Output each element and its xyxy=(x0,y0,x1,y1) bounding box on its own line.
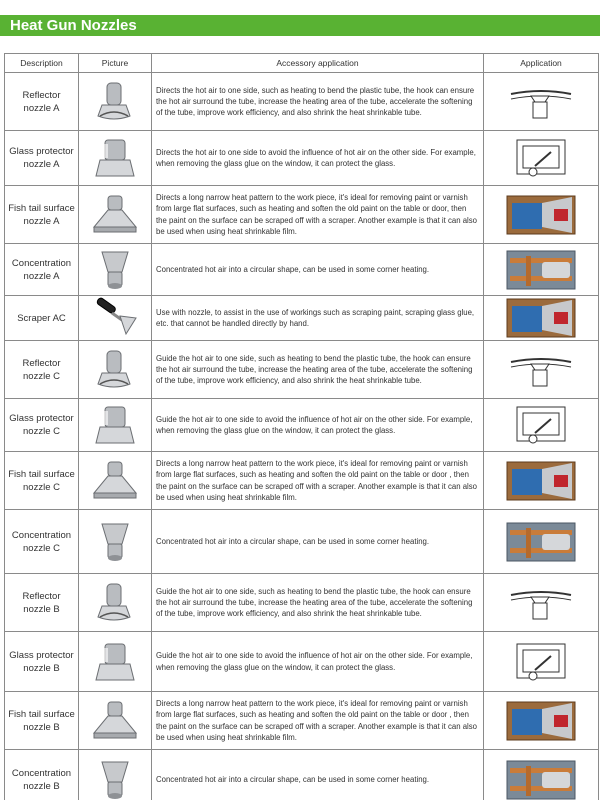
application-image xyxy=(484,73,599,131)
concentration-nozzle-icon xyxy=(79,520,151,564)
table-row xyxy=(5,73,599,131)
nozzle-table xyxy=(4,53,599,800)
table-row xyxy=(5,510,599,574)
application-image xyxy=(484,131,599,186)
nozzle-picture xyxy=(79,131,152,186)
application-image xyxy=(484,399,599,452)
table-header-row xyxy=(5,54,599,73)
nozzle-name: Fish tail surface nozzle C xyxy=(5,452,79,510)
application-image xyxy=(484,186,599,244)
accessory-application-text: Concentrated hot air into a circular shape, can be used in some corner heating. xyxy=(152,750,484,800)
concentration-nozzle-icon xyxy=(79,248,151,292)
application-image xyxy=(484,244,599,296)
scraper-icon xyxy=(79,296,151,340)
application-image xyxy=(484,632,599,692)
accessory-application-text: Directs a long narrow heat pattern to the work piece, it's ideal for removing paint or varnish from large flat surfaces, such as heating and soften the old paint on the table or door , then the paint on the surface can be scraped off with a scraper. Another example is that it can also be used when using heat shrinkable film. xyxy=(152,452,484,510)
reflector-nozzle-icon xyxy=(79,80,151,124)
reflector-nozzle-icon xyxy=(79,348,151,392)
accessory-application-text: Guide the hot air to one side to avoid the influence of hot air on the other side. For example, when removing the glass glue on the window, it can protect the glass. xyxy=(152,632,484,692)
paint-removal-photo-icon xyxy=(484,701,598,741)
pipe-heating-photo-icon xyxy=(484,522,598,562)
bending-tube-illustration-icon xyxy=(484,348,598,392)
application-image xyxy=(484,510,599,574)
nozzle-picture xyxy=(79,244,152,296)
pipe-heating-photo-icon xyxy=(484,250,598,290)
nozzle-name: Reflector nozzle B xyxy=(5,574,79,632)
pipe-heating-photo-icon xyxy=(484,760,598,800)
page-title: Heat Gun Nozzles xyxy=(0,15,600,36)
table-row xyxy=(5,341,599,399)
table-row xyxy=(5,131,599,186)
nozzle-picture xyxy=(79,296,152,341)
application-image xyxy=(484,341,599,399)
accessory-application-text: Concentrated hot air into a circular shape, can be used in some corner heating. xyxy=(152,510,484,574)
nozzle-name: Glass protector nozzle A xyxy=(5,131,79,186)
paint-removal-photo-icon xyxy=(484,461,598,501)
window-glass-illustration-icon xyxy=(484,640,598,684)
paint-removal-photo-icon xyxy=(484,298,598,338)
application-image xyxy=(484,692,599,750)
nozzle-name: Fish tail surface nozzle B xyxy=(5,692,79,750)
application-image xyxy=(484,452,599,510)
nozzle-picture xyxy=(79,574,152,632)
table-row xyxy=(5,452,599,510)
nozzle-name: Concentration nozzle B xyxy=(5,750,79,800)
accessory-application-text: Guide the hot air to one side, such as heating to bend the plastic tube, the hook can ensure the hot air surround the tube, increase the heating area of the tube, accelerate the softening of the tube, improve work efficiency, and also shrink the heat shrinkable tube. xyxy=(152,574,484,632)
concentration-nozzle-icon xyxy=(79,758,151,800)
glass-protector-nozzle-icon xyxy=(79,640,151,684)
nozzle-name: Fish tail surface nozzle A xyxy=(5,186,79,244)
nozzle-picture xyxy=(79,510,152,574)
table-row xyxy=(5,399,599,452)
nozzle-picture xyxy=(79,750,152,800)
accessory-application-text: Directs the hot air to one side to avoid the influence of hot air on the other side. For example, when removing the glass glue on the window, it can protect the glass. xyxy=(152,131,484,186)
application-image xyxy=(484,574,599,632)
nozzle-name: Scraper AC xyxy=(5,296,79,341)
window-glass-illustration-icon xyxy=(484,136,598,180)
nozzle-picture xyxy=(79,399,152,452)
accessory-application-text: Use with nozzle, to assist in the use of workings such as scraping paint, scraping glass glue, etc. that cannot be handled directly by hand. xyxy=(152,296,484,341)
column-header-picture: Picture xyxy=(79,54,152,73)
nozzle-picture xyxy=(79,692,152,750)
accessory-application-text: Guide the hot air to one side, such as heating to bend the plastic tube, the hook can ensure the hot air surround the tube, increase the heating area of the tube, accelerate the softening of the tube, improve work efficiency, and also shrink the heat shrinkable tube. xyxy=(152,341,484,399)
fish-tail-nozzle-icon xyxy=(79,459,151,503)
nozzle-name: Concentration nozzle A xyxy=(5,244,79,296)
nozzle-name: Glass protector nozzle B xyxy=(5,632,79,692)
column-header-accessory: Accessory application xyxy=(152,54,484,73)
table-row xyxy=(5,750,599,800)
table-row xyxy=(5,574,599,632)
nozzle-name: Glass protector nozzle C xyxy=(5,399,79,452)
glass-protector-nozzle-icon xyxy=(79,403,151,447)
reflector-nozzle-icon xyxy=(79,581,151,625)
table-row xyxy=(5,186,599,244)
table-row xyxy=(5,296,599,341)
nozzle-picture xyxy=(79,632,152,692)
accessory-application-text: Concentrated hot air into a circular shape, can be used in some corner heating. xyxy=(152,244,484,296)
bending-tube-illustration-icon xyxy=(484,581,598,625)
accessory-application-text: Directs a long narrow heat pattern to the work piece, it's ideal for removing paint or varnish from large flat surfaces, such as heating and soften the old paint on the table or door, then the paint on the surface can be scraped off with a scraper. Another example is that it can also be used when using heat shrinkable film. xyxy=(152,186,484,244)
glass-protector-nozzle-icon xyxy=(79,136,151,180)
nozzle-picture xyxy=(79,73,152,131)
nozzle-picture xyxy=(79,186,152,244)
window-glass-illustration-icon xyxy=(484,403,598,447)
table-row xyxy=(5,632,599,692)
column-header-description: Description xyxy=(5,54,79,73)
accessory-application-text: Directs the hot air to one side, such as heating to bend the plastic tube, the hook can ensure the hot air surround the tube, increase the heating area of the tube, accelerate the softening of the tube, improve work efficiency, and also shrink the heat shrinkable tube. xyxy=(152,73,484,131)
nozzle-name: Reflector nozzle C xyxy=(5,341,79,399)
table-row xyxy=(5,244,599,296)
table-row xyxy=(5,692,599,750)
fish-tail-nozzle-icon xyxy=(79,193,151,237)
nozzle-picture xyxy=(79,452,152,510)
nozzle-name: Reflector nozzle A xyxy=(5,73,79,131)
application-image xyxy=(484,750,599,800)
bending-tube-illustration-icon xyxy=(484,80,598,124)
paint-removal-photo-icon xyxy=(484,195,598,235)
application-image xyxy=(484,296,599,341)
nozzle-name: Concentration nozzle C xyxy=(5,510,79,574)
accessory-application-text: Guide the hot air to one side to avoid the influence of hot air on the other side. For example, when removing the glass glue on the window, it can protect the glass. xyxy=(152,399,484,452)
fish-tail-nozzle-icon xyxy=(79,699,151,743)
nozzle-picture xyxy=(79,341,152,399)
column-header-application: Application xyxy=(484,54,599,73)
accessory-application-text: Directs a long narrow heat pattern to the work piece, it's ideal for removing paint or varnish from large flat surfaces, such as heating and soften the old paint on the table or door , then the paint on the surface can be scraped off with a scraper. Another example is that it can also be used when using heat shrinkable film. xyxy=(152,692,484,750)
